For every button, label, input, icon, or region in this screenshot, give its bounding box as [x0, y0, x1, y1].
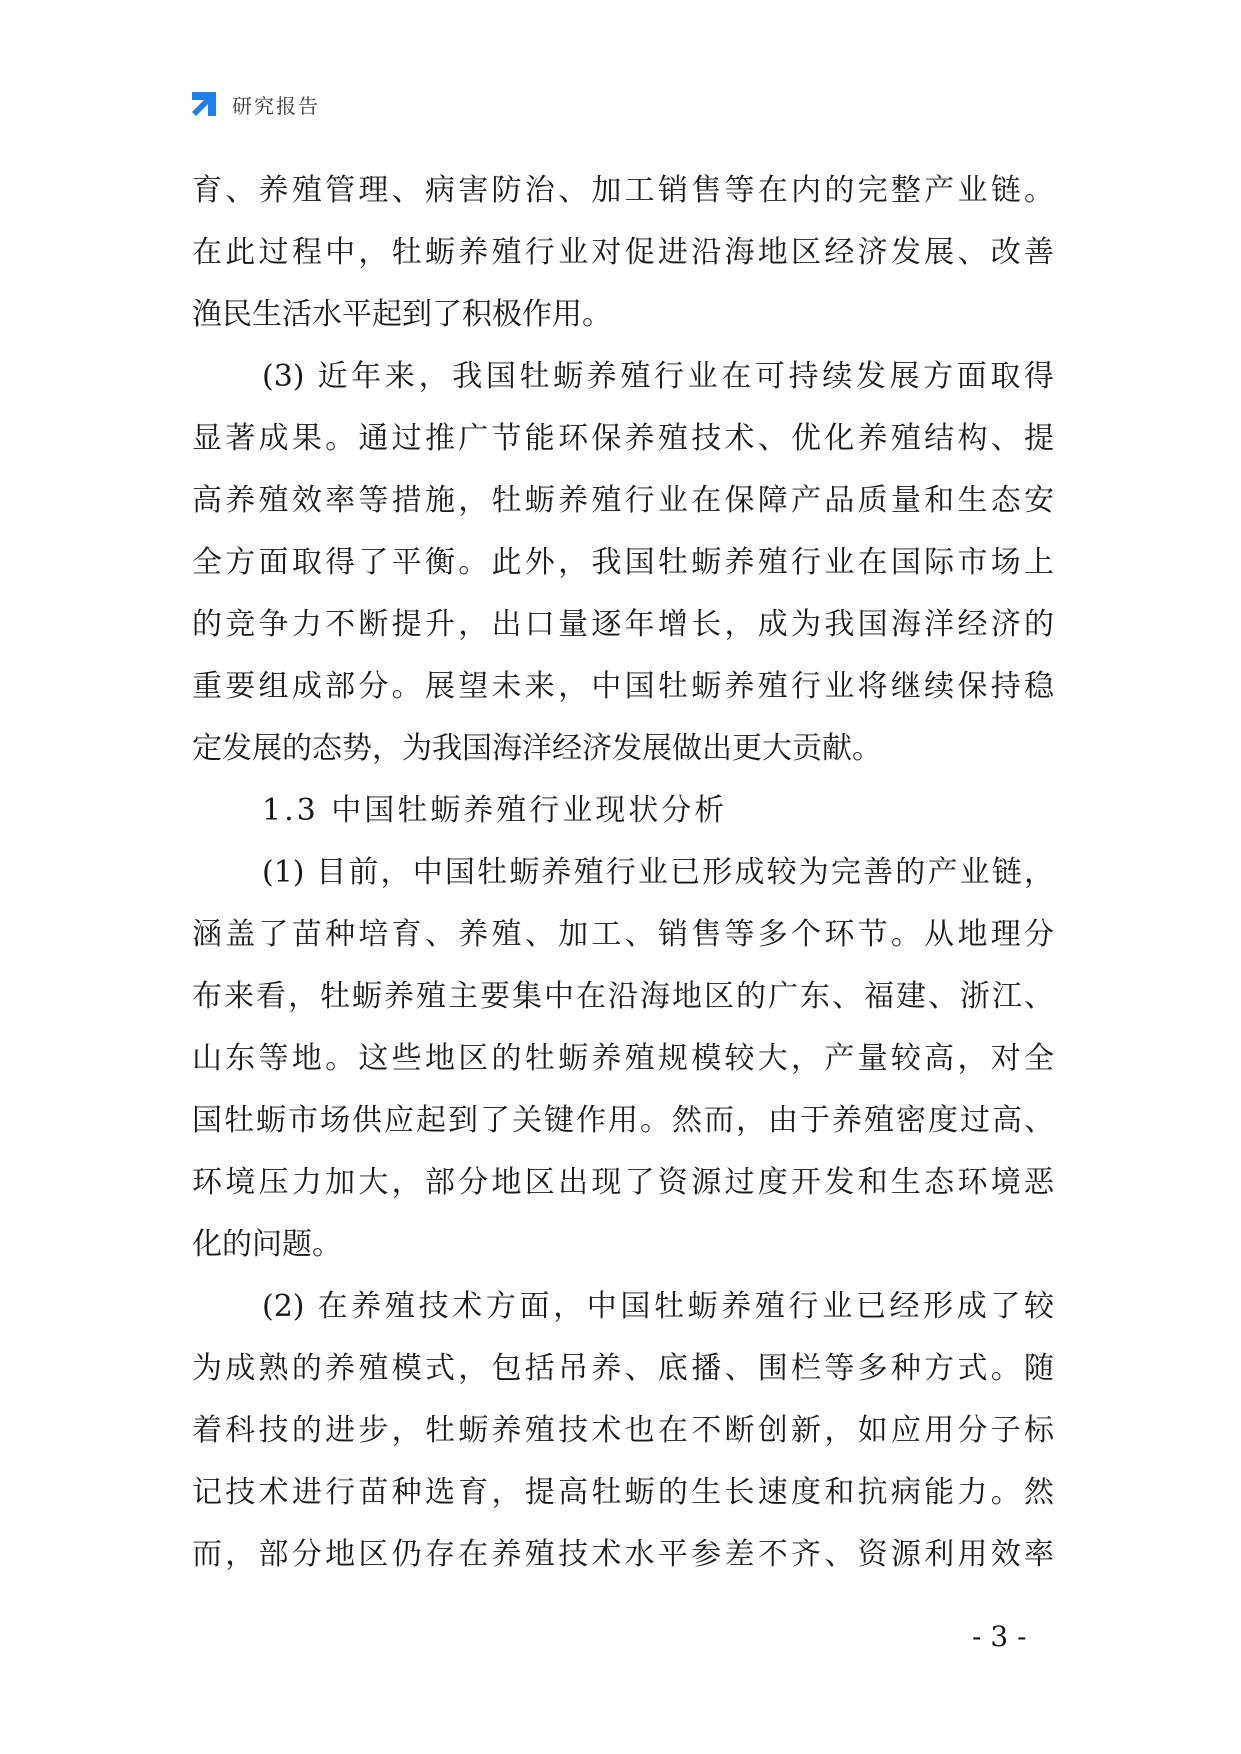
report-header	[188, 88, 320, 120]
text-line: 育、养殖管理、病害防治、加工销售等在内的完整产业链。	[192, 173, 1054, 208]
text-line: 渔民生活水平起到了积极作用。	[192, 297, 612, 332]
text-line: 涵盖了苗种培育、养殖、加工、销售等多个环节。从地理分	[192, 917, 1054, 952]
text-line: 着科技的进步，牡蛎养殖技术也在不断创新，如应用分子标	[192, 1413, 1054, 1448]
header-brand: 研究报告	[232, 93, 320, 118]
paragraph-continuation	[192, 160, 1054, 346]
document-body	[192, 160, 1054, 1586]
text-line: 在此过程中，牡蛎养殖行业对促进沿海地区经济发展、改善	[192, 235, 1054, 270]
arrow-logo-icon	[188, 88, 220, 120]
text-line: 重要组成部分。展望未来，中国牡蛎养殖行业将继续保持稳	[192, 669, 1054, 704]
text-line: (2) 在养殖技术方面，中国牡蛎养殖行业已经形成了较	[262, 1289, 1054, 1324]
text-line: 全方面取得了平衡。此外，我国牡蛎养殖行业在国际市场上	[192, 545, 1054, 580]
text-line: 为成熟的养殖模式，包括吊养、底播、围栏等多种方式。随	[192, 1351, 1054, 1386]
text-line: (3) 近年来，我国牡蛎养殖行业在可持续发展方面取得	[262, 359, 1054, 394]
paragraph-2	[192, 1276, 1054, 1586]
section-heading: 1.3 中国牡蛎养殖行业现状分析	[262, 793, 728, 828]
text-line: 环境压力加大，部分地区出现了资源过度开发和生态环境恶	[192, 1165, 1054, 1200]
page-number: - 3 -	[972, 1620, 1027, 1653]
text-line: 而，部分地区仍存在养殖技术水平参差不齐、资源利用效率	[192, 1537, 1054, 1572]
text-line: 记技术进行苗种选育，提高牡蛎的生长速度和抗病能力。然	[192, 1475, 1054, 1510]
text-line: 国牡蛎市场供应起到了关键作用。然而，由于养殖密度过高、	[192, 1103, 1054, 1138]
paragraph-1	[192, 842, 1054, 1276]
text-line: 的竞争力不断提升，出口量逐年增长，成为我国海洋经济的	[192, 607, 1054, 642]
text-line: 显著成果。通过推广节能环保养殖技术、优化养殖结构、提	[192, 421, 1054, 456]
paragraph-3	[192, 346, 1054, 780]
text-line: 化的问题。	[192, 1227, 342, 1262]
text-line: (1) 目前，中国牡蛎养殖行业已形成较为完善的产业链，	[262, 855, 1054, 890]
text-line: 高养殖效率等措施，牡蛎养殖行业在保障产品质量和生态安	[192, 483, 1054, 518]
text-line: 定发展的态势，为我国海洋经济发展做出更大贡献。	[192, 731, 882, 766]
text-line: 布来看，牡蛎养殖主要集中在沿海地区的广东、福建、浙江、	[192, 979, 1054, 1014]
text-line: 山东等地。这些地区的牡蛎养殖规模较大，产量较高，对全	[192, 1041, 1054, 1076]
